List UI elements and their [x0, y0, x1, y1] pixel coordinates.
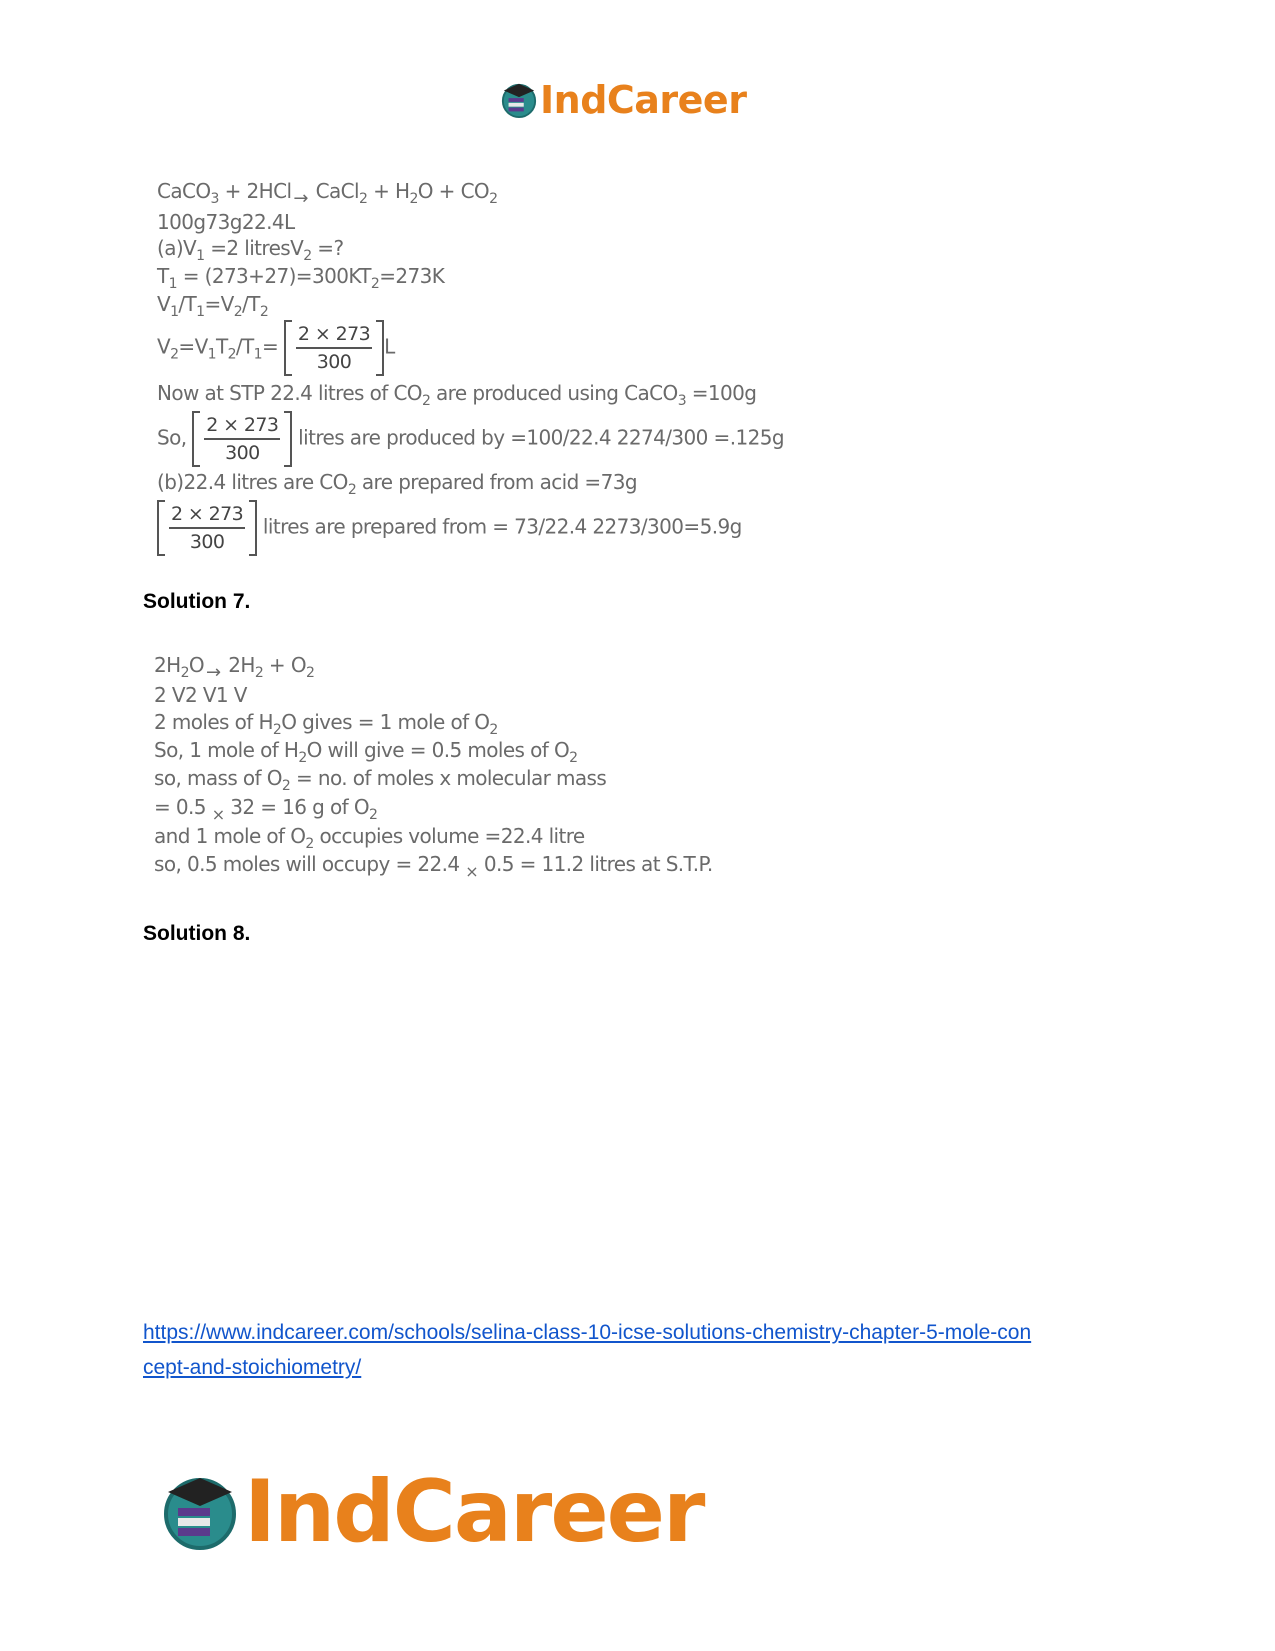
logo-text: IndCareer [540, 78, 747, 122]
logo-globe-icon [160, 1472, 240, 1552]
solution-7-heading: Solution 7. [143, 590, 251, 613]
logo-text: IndCareer [244, 1462, 704, 1562]
bracketed-fraction: $\frac{2 \times 273}{300}$ [192, 411, 292, 467]
equation-caco3-hcl: CaCO$_3$ + 2HCl → CaCl$_2$ + $H_2O + CO_2$ [157, 179, 498, 209]
logo-globe-icon [500, 81, 538, 119]
volumes-line: 2 V2 V1 V [154, 683, 247, 707]
line-so-result: So, $\frac{2 \times 273}{300}$ litres are produced by =100/22.4 2274/300 =.125g [157, 411, 784, 467]
line-b: (b)22.4 litres are $CO_2$ are prepared from acid =73g [157, 470, 637, 498]
indcareer-logo-bottom [160, 1462, 703, 1562]
line-a-volumes: $(a)V_1 =2$ litresV$_2$ =? [157, 236, 344, 264]
line-mass-result: = 0.5 $_\times$ 32 = 16 g of $O_2$ [154, 795, 378, 824]
line-one-mole: So, 1 mole of $H_2O$ will give = 0.5 moles of $O_2$ [154, 738, 578, 766]
solution-8-heading: Solution 8. [143, 922, 251, 945]
source-link[interactable]: https://www.indcareer.com/schools/selina-class-10-icse-solutions-chemistry-chapter-5-mole-con cept-and-stoichiometry/ [143, 1321, 1032, 1379]
line-stp: Now at STP 22.4 litres of $CO_2$ are produced using CaCO$_3$ =100g [157, 381, 757, 409]
masses-line: 100g73g22.4L [157, 210, 295, 234]
line-b-result: $\frac{2 \times 273}{300}$ litres are prepared from = 73/22.4 2273/300=5.9g [157, 500, 742, 556]
line-charles-law: $V_1/T_1=V_2/T_2$ [157, 292, 269, 320]
indcareer-logo-top [500, 78, 746, 122]
equation-water: $2H_2O \to 2H_2 + O_2$ [154, 653, 315, 683]
bracketed-fraction: $\frac{2 \times 273}{300}$ [157, 500, 257, 556]
line-temperatures: $T_1 = (273+27)=300KT_2=273K$ [157, 264, 445, 292]
line-mass: so, mass of $O_2$ = no. of moles x molecular mass [154, 766, 607, 794]
bracketed-fraction: $\frac{2 \times 273}{300}$ [284, 320, 384, 376]
arrow-icon: → [206, 662, 221, 683]
line-volume: and 1 mole of $O_2$ occupies volume =22.4 litre [154, 824, 585, 852]
line-volume-result: so, 0.5 moles will occupy = 22.4 $_\times$ 0.5 = 11.2 litres at S.T.P. [154, 852, 713, 881]
arrow-icon: → [293, 188, 308, 209]
line-moles-gives: 2 moles of $H_2O$ gives = 1 mole of $O_2$ [154, 710, 498, 738]
line-v2-formula: $V_2=V_1T_2/T_1=$ $\frac{2 \times 273}{300}$ L [157, 320, 395, 376]
